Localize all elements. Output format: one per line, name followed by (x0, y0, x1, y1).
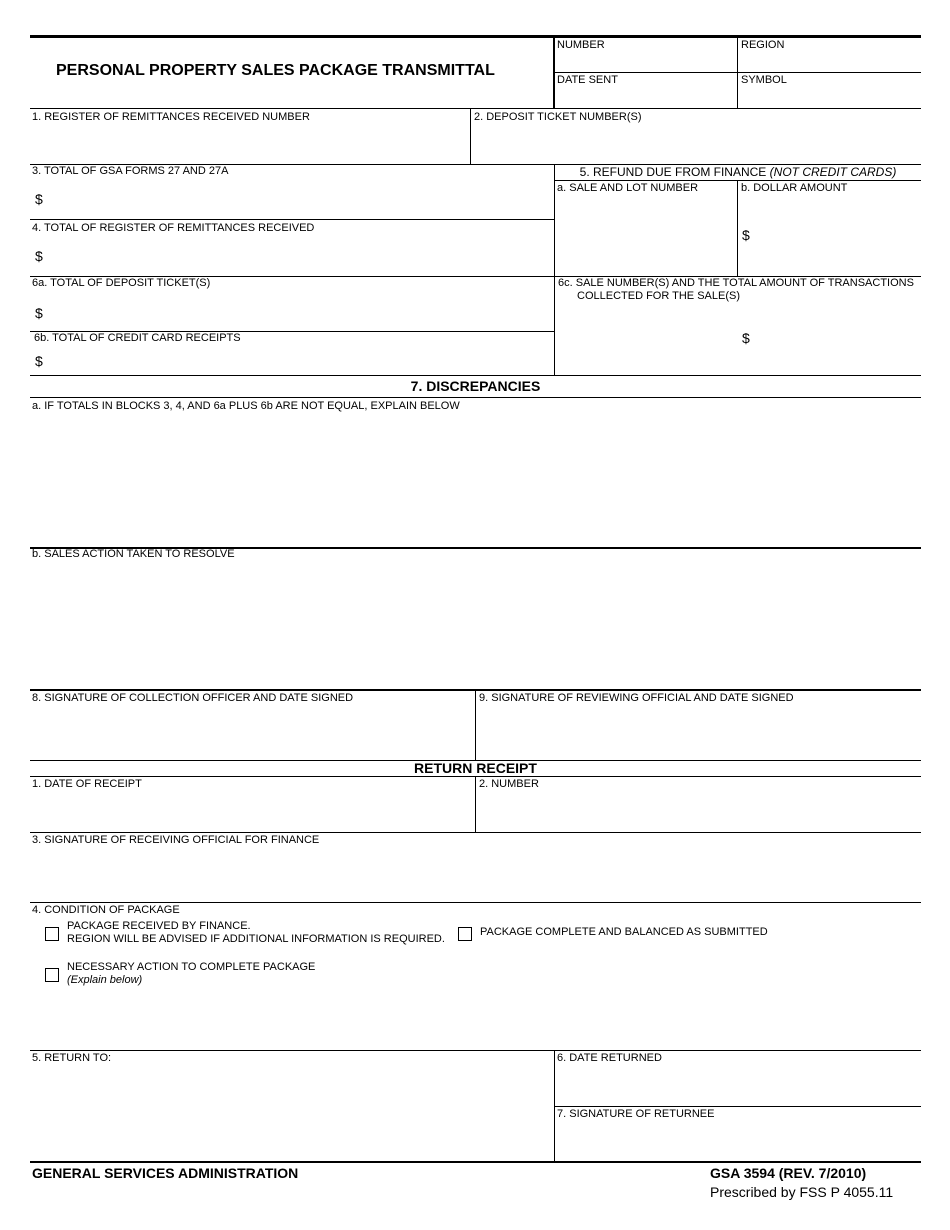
reviewing-official-signature-label: 9. SIGNATURE OF REVIEWING OFFICIAL AND DATE SIGNED (479, 692, 794, 704)
dollar-amount-dollar: $ (742, 227, 750, 243)
package-complete-label: PACKAGE COMPLETE AND BALANCED AS SUBMITTED (480, 926, 768, 938)
discrepancies-title: 7. DISCREPANCIES (410, 378, 541, 394)
necessary-action-label: NECESSARY ACTION TO COMPLETE PACKAGE (67, 961, 316, 973)
package-received-label-line2: REGION WILL BE ADVISED IF ADDITIONAL INFORMATION IS REQUIRED. (67, 933, 445, 945)
condition-of-package-label: 4. CONDITION OF PACKAGE (32, 904, 180, 916)
refund-title (555, 165, 921, 179)
receipt-number-label: 2. NUMBER (479, 778, 539, 790)
gsa-forms-dollar: $ (35, 191, 43, 207)
header-divider (553, 37, 555, 109)
deposit-ticket-number-field[interactable] (474, 126, 918, 160)
register-number-field[interactable] (32, 126, 466, 160)
package-received-checkbox[interactable] (45, 927, 59, 941)
return-receipt-title: RETURN RECEIPT (414, 760, 537, 776)
sale-transactions-label-line2: COLLECTED FOR THE SALE(S) (577, 290, 740, 302)
date-of-receipt-label: 1. DATE OF RECEIPT (32, 778, 142, 790)
register-total-field[interactable] (50, 242, 550, 272)
credit-card-dollar: $ (35, 353, 43, 369)
dollar-amount-field[interactable] (756, 198, 918, 272)
return-to-field[interactable] (32, 1067, 550, 1157)
region-label: REGION (741, 39, 785, 51)
sales-action-label: b. SALES ACTION TAKEN TO RESOLVE (32, 548, 235, 560)
deposit-ticket-number-label: 2. DEPOSIT TICKET NUMBER(S) (474, 111, 642, 123)
sale-transactions-label-line1: 6c. SALE NUMBER(S) AND THE TOTAL AMOUNT OF TRANSACTIONS (558, 277, 914, 289)
prescribed-by: Prescribed by FSS P 4055.11 (710, 1184, 894, 1200)
date-returned-field[interactable] (557, 1067, 918, 1103)
necessary-action-checkbox[interactable] (45, 968, 59, 982)
refund-title-note: (NOT CREDIT CARDS) (769, 165, 897, 179)
discrepancies-explain-label: a. IF TOTALS IN BLOCKS 3, 4, AND 6a PLUS 6b ARE NOT EQUAL, EXPLAIN BELOW (32, 400, 460, 412)
form-id: GSA 3594 (REV. 7/2010) (710, 1165, 867, 1181)
collection-officer-signature-field[interactable] (32, 708, 472, 756)
reviewing-official-signature-field[interactable] (479, 708, 919, 756)
deposit-ticket-total-label: 6a. TOTAL OF DEPOSIT TICKET(S) (32, 277, 211, 289)
region-field[interactable] (740, 52, 918, 70)
agency-name: GENERAL SERVICES ADMINISTRATION (32, 1165, 299, 1181)
date-sent-field[interactable] (556, 88, 734, 106)
credit-card-total-field[interactable] (50, 348, 550, 372)
sale-transactions-dollar: $ (742, 330, 750, 346)
date-of-receipt-field[interactable] (32, 793, 472, 829)
form-title: PERSONAL PROPERTY SALES PACKAGE TRANSMITTAL (56, 62, 495, 79)
footer-rule (30, 1161, 921, 1163)
deposit-ticket-dollar: $ (35, 305, 43, 321)
symbol-label: SYMBOL (741, 74, 787, 86)
register-total-label: 4. TOTAL OF REGISTER OF REMITTANCES RECEIVED (32, 222, 315, 234)
date-sent-label: DATE SENT (557, 74, 618, 86)
collection-officer-signature-label: 8. SIGNATURE OF COLLECTION OFFICER AND DATE SIGNED (32, 692, 354, 704)
necessary-action-note: (Explain below) (67, 974, 143, 986)
returnee-signature-field[interactable] (557, 1123, 918, 1159)
register-number-label: 1. REGISTER OF REMITTANCES RECEIVED NUMBER (32, 111, 310, 123)
date-returned-label: 6. DATE RETURNED (557, 1052, 662, 1064)
necessary-action-explanation-field[interactable] (32, 990, 918, 1046)
sale-lot-number-label: a. SALE AND LOT NUMBER (557, 182, 699, 194)
number-field[interactable] (556, 52, 734, 70)
receiving-official-signature-label: 3. SIGNATURE OF RECEIVING OFFICIAL FOR FINANCE (32, 834, 320, 846)
gsa-forms-total-field[interactable] (50, 186, 550, 214)
dollar-amount-label: b. DOLLAR AMOUNT (741, 182, 848, 194)
symbol-field[interactable] (740, 88, 918, 106)
receiving-official-signature-field[interactable] (32, 850, 918, 898)
top-rule (30, 35, 921, 38)
return-to-label: 5. RETURN TO: (32, 1052, 112, 1064)
sales-action-field[interactable] (32, 563, 918, 686)
gsa-forms-total-label: 3. TOTAL OF GSA FORMS 27 AND 27A (32, 165, 229, 177)
returnee-signature-label: 7. SIGNATURE OF RETURNEE (557, 1108, 715, 1120)
receipt-number-field[interactable] (479, 793, 919, 829)
refund-title-text: 5. REFUND DUE FROM FINANCE (579, 165, 767, 179)
sale-lot-number-field[interactable] (557, 198, 733, 272)
number-label: NUMBER (557, 39, 605, 51)
credit-card-total-label: 6b. TOTAL OF CREDIT CARD RECEIPTS (34, 332, 241, 344)
package-complete-checkbox[interactable] (458, 927, 472, 941)
discrepancies-explain-field[interactable] (32, 415, 918, 543)
deposit-ticket-total-field[interactable] (50, 298, 550, 328)
sale-transactions-field[interactable] (557, 306, 918, 372)
package-received-label-line1: PACKAGE RECEIVED BY FINANCE. (67, 920, 251, 932)
register-total-dollar: $ (35, 248, 43, 264)
